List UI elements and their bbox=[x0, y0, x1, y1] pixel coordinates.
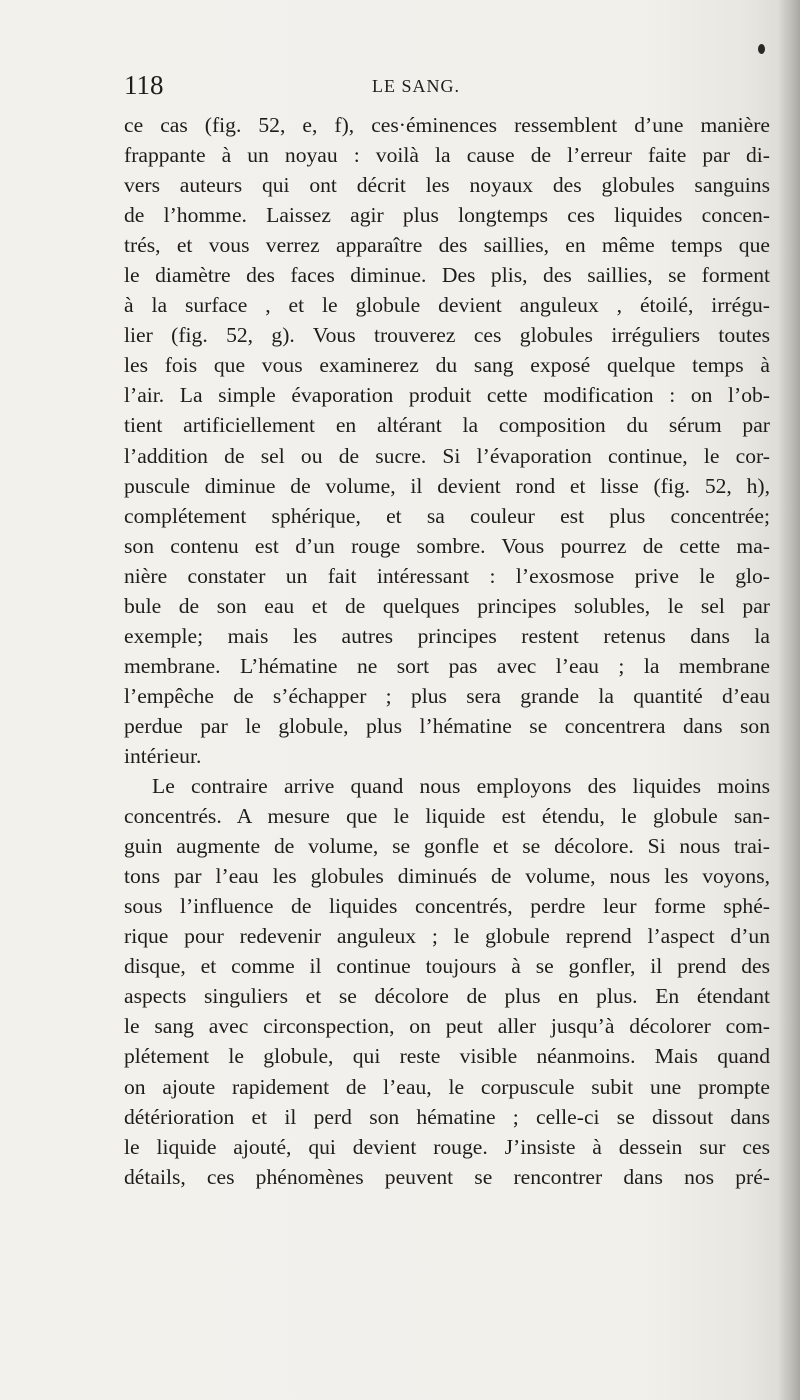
text-line: ce cas (fig. 52, e, f), ces·éminences ressemblent d’une manière bbox=[124, 113, 770, 137]
text-line: aspects singuliers et se décolore de plus en plus. En étendant bbox=[124, 984, 770, 1009]
text-line: sous l’influence de liquides concentrés, perdre leur forme sphé- bbox=[124, 894, 770, 919]
text-line: les fois que vous examinerez du sang exposé quelque temps à bbox=[124, 353, 770, 378]
text-line: disque, et comme il continue toujours à se gonfler, il prend des bbox=[124, 954, 770, 979]
text-line: tient artificiellement en altérant la composition du sérum par bbox=[124, 413, 770, 438]
running-head: LE SANG. bbox=[372, 76, 460, 96]
text-line: plétement le globule, qui reste visible néanmoins. Mais quand bbox=[124, 1044, 770, 1069]
text-line: le diamètre des faces diminue. Des plis, des saillies, se forment bbox=[124, 263, 770, 288]
text-line: vers auteurs qui ont décrit les noyaux des globules sanguins bbox=[124, 173, 770, 198]
text-line: de l’homme. Laissez agir plus longtemps ces liquides concen- bbox=[124, 203, 770, 228]
text-line: lier (fig. 52, g). Vous trouverez ces globules irréguliers toutes bbox=[124, 323, 770, 348]
text-line: exemple; mais les autres principes restent retenus dans la bbox=[124, 623, 770, 648]
text-line: membrane. L’hématine ne sort pas avec l’eau ; la membrane bbox=[124, 653, 770, 678]
text-line: rique pour redevenir anguleux ; le globule reprend l’aspect d’un bbox=[124, 924, 770, 949]
text-line: bule de son eau et de quelques principes solubles, le sel par bbox=[124, 593, 770, 618]
text-line: puscule diminue de volume, il devient rond et lisse (fig. 52, h), bbox=[124, 473, 770, 498]
text-line: guin augmente de volume, se gonfle et se décolore. Si nous trai- bbox=[124, 834, 770, 859]
text-line: l’empêche de s’échapper ; plus sera grande la quantité d’eau bbox=[124, 683, 770, 708]
text-line: le liquide ajouté, qui devient rouge. J’insiste à dessein sur ces bbox=[124, 1134, 770, 1159]
text-line: trés, et vous verrez apparaître des saillies, en même temps que bbox=[124, 233, 770, 258]
text-line: on ajoute rapidement de l’eau, le corpuscule subit une prompte bbox=[124, 1074, 770, 1099]
text-line: le sang avec circonspection, on peut aller jusqu’à décolorer com- bbox=[124, 1014, 770, 1039]
text-line: l’addition de sel ou de sucre. Si l’évaporation continue, le cor- bbox=[124, 443, 770, 468]
text-line: son contenu est d’un rouge sombre. Vous pourrez de cette ma- bbox=[124, 533, 770, 558]
text-line: frappante à un noyau : voilà la cause de l’erreur faite par di- bbox=[124, 143, 770, 168]
text-line: complétement sphérique, et sa couleur est plus concentrée; bbox=[124, 503, 770, 528]
text-line: détérioration et il perd son hématine ; celle-ci se dissout dans bbox=[124, 1104, 770, 1129]
text-line: détails, ces phénomènes peuvent se rencontrer dans nos pré- bbox=[124, 1164, 770, 1189]
text-line: perdue par le globule, plus l’hématine se concentrera dans son bbox=[124, 713, 770, 738]
page-header bbox=[124, 70, 684, 106]
text-line: l’air. La simple évaporation produit cette modification : on l’ob- bbox=[124, 383, 770, 408]
text-line: à la surface , et le globule devient anguleux , étoilé, irrégu- bbox=[124, 293, 770, 318]
body-text bbox=[124, 110, 770, 1192]
text-line: nière constater un fait intéressant : l’exosmose prive le glo- bbox=[124, 563, 770, 588]
ink-dot bbox=[758, 44, 765, 54]
page-number: 118 bbox=[124, 70, 164, 100]
text-line: concentrés. A mesure que le liquide est étendu, le globule san- bbox=[124, 804, 770, 829]
page-edge-shadow bbox=[778, 0, 800, 1400]
text-line: tons par l’eau les globules diminués de volume, nous les voyons, bbox=[124, 864, 770, 889]
paragraph-start-line: Le contraire arrive quand nous employons des liquides moins bbox=[152, 774, 770, 799]
paragraph-end-line: intérieur. bbox=[124, 743, 202, 768]
